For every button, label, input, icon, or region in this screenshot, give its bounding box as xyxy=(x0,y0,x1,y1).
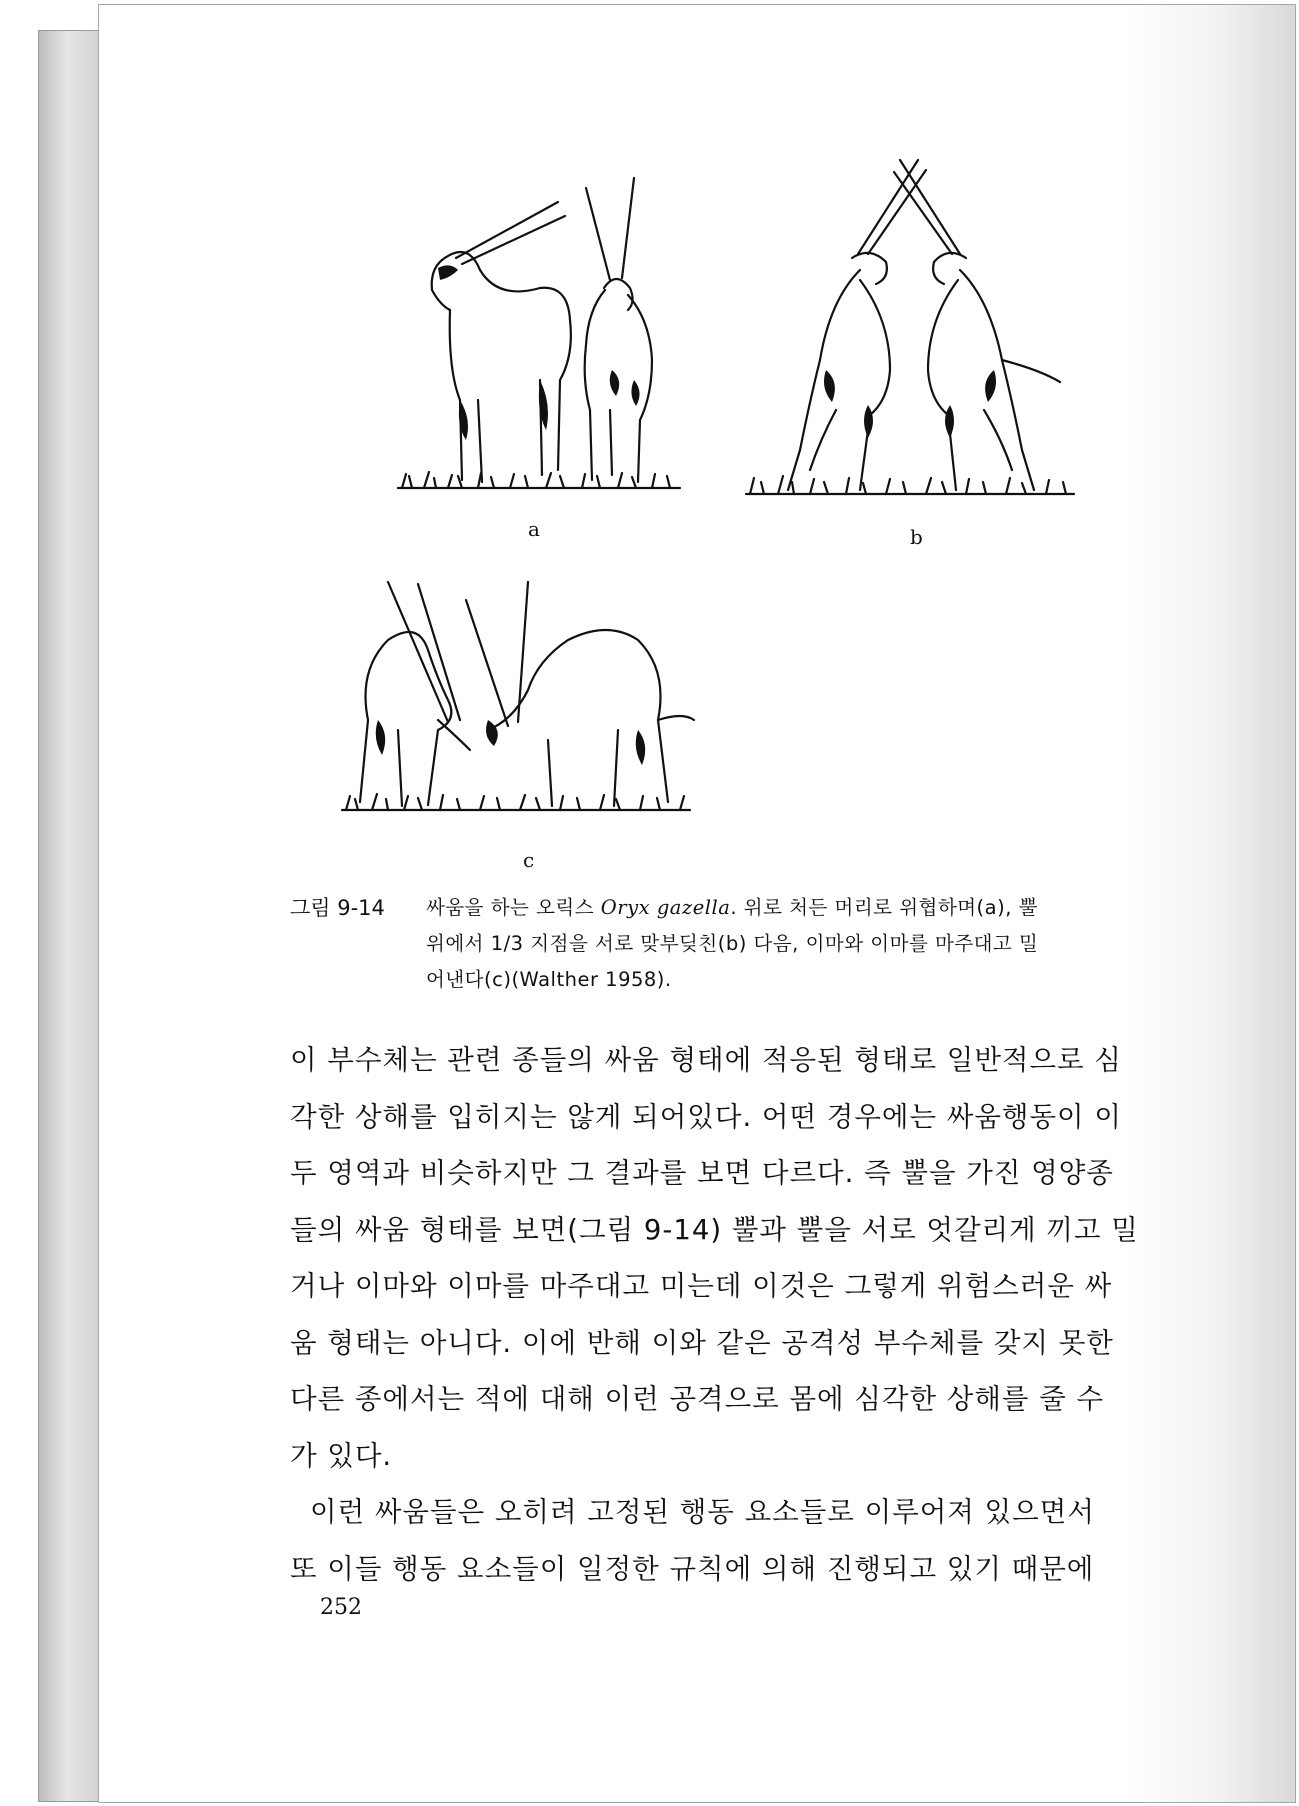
text-line: 두 영역과 비슷하지만 그 결과를 보면 다르다. 즉 뿔을 가진 영양종 xyxy=(290,1157,1114,1189)
text-line: 움 형태는 아니다. 이에 반해 이와 같은 공격성 부수체를 갖지 못한 xyxy=(290,1326,1114,1359)
panel-label-c: c xyxy=(523,848,535,872)
figure-panel-a-illustration xyxy=(390,170,690,515)
text-line: 이런 싸움들은 오히려 고정된 행동 요소들로 이루어져 있으면서 xyxy=(310,1496,1095,1528)
panel-label-b: b xyxy=(910,525,923,549)
page-number: 252 xyxy=(320,1595,362,1620)
text-line: 또 이들 행동 요소들이 일정한 규칙에 의해 진행되고 있기 때문에 xyxy=(290,1552,1095,1585)
panel-label-a: a xyxy=(528,517,540,541)
book-page-edges xyxy=(38,30,102,1802)
text-line: 가 있다. xyxy=(290,1439,393,1472)
caption-line: 위에서 1/3 지점을 서로 맞부딪친(b) 다음, 이마와 이마를 마주대고 밀 xyxy=(426,932,1039,955)
caption-line: 어낸다(c)(Walther 1958). xyxy=(426,968,672,991)
figure-panel-c-illustration xyxy=(338,570,698,840)
text-line: 이 부수체는 관련 종들의 싸움 형태에 적응된 형태로 일반적으로 심 xyxy=(290,1044,1122,1076)
text-line: 다른 종에서는 적에 대해 이런 공격으로 몸에 심각한 상해를 줄 수 xyxy=(290,1383,1105,1415)
figure-panel-b-illustration xyxy=(740,150,1080,520)
text-line: 거나 이마와 이마를 마주대고 미는데 이것은 그렇게 위험스러운 싸 xyxy=(290,1270,1113,1302)
paragraph-2 xyxy=(290,1484,1180,1597)
species-name: Oryx gazella xyxy=(600,896,731,919)
caption-text xyxy=(426,890,1182,998)
text-line: 들의 싸움 형태를 보면(그림 9-14) 뿔과 뿔을 서로 엇갈리게 끼고 밀 xyxy=(290,1213,1139,1246)
body-text xyxy=(290,1032,1180,1597)
text-line: 각한 상해를 입히지는 않게 되어있다. 어떤 경우에는 싸움행동이 이 xyxy=(290,1100,1122,1133)
caption-line: 싸움을 하는 오릭스 Oryx gazella. 위로 처든 머리로 위협하며(a), 뿔 xyxy=(426,896,1038,919)
figure-number: 그림 9-14 xyxy=(290,896,385,920)
paragraph-1 xyxy=(290,1032,1180,1484)
